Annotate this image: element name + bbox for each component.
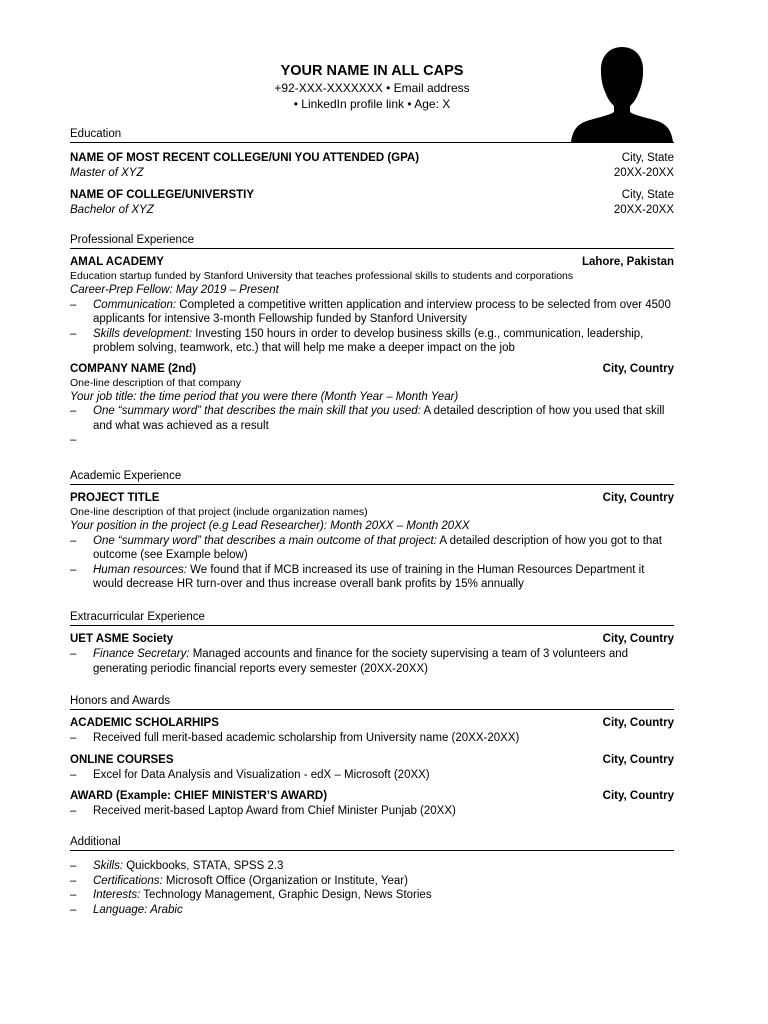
contact-line-2: • LinkedIn profile link • Age: X (293, 97, 451, 111)
list-item: – Skills development: Investing 150 hours in order to develop business skills (e.g., communication, leadership, problem solving, teamwork, etc.) that will help me make a deeper impact on the job (70, 327, 674, 356)
project-entry (70, 491, 674, 592)
activity-name: UET ASME Society (70, 633, 174, 645)
list-item: – One “summary word” that describes a main outcome of that project: A detailed description of how you got to that outcome (see Example below) (70, 534, 674, 563)
list-item: – Received full merit-based academic scholarship from University name (20XX-20XX) (70, 731, 674, 746)
role-title: Your job title: the time period that you were there (Month Year – Month Year) (70, 390, 459, 403)
school-location: City, State (621, 189, 674, 201)
bullet-list (70, 768, 674, 783)
section-heading: Extracurricular Experience (70, 610, 674, 626)
award-entry (70, 716, 674, 746)
bullet-list (70, 647, 674, 676)
org-location: City, Country (602, 362, 674, 375)
additional-section (70, 835, 674, 917)
award-name: AWARD (Example: CHIEF MINISTER’S AWARD) (70, 790, 328, 802)
honors-section (70, 694, 674, 819)
award-location: City, Country (602, 717, 674, 729)
list-item: – Excel for Data Analysis and Visualization - edX – Microsoft (20XX) (70, 768, 674, 783)
bullet-list (70, 534, 674, 592)
experience-entry (70, 362, 674, 448)
contact-line-1: +92-XXX-XXXXXXX • Email address (274, 81, 470, 95)
project-location: City, Country (602, 492, 674, 504)
project-title: PROJECT TITLE (70, 492, 160, 504)
dates: 20XX-20XX (613, 167, 674, 179)
bullet-list (70, 298, 674, 356)
org-name: AMAL ACADEMY (70, 256, 164, 268)
school-location: City, State (621, 152, 674, 164)
experience-entry (70, 255, 674, 356)
bullet-list (70, 731, 674, 746)
award-location: City, Country (602, 790, 674, 802)
project-role: Your position in the project (e.g Lead Researcher): Month 20XX – Month 20XX (70, 520, 470, 532)
dates: 20XX-20XX (613, 204, 674, 216)
award-entry (70, 753, 674, 783)
award-entry (70, 789, 674, 819)
list-item: – Skills: Quickbooks, STATA, SPSS 2.3 (70, 859, 674, 874)
professional-section (70, 233, 674, 448)
degree: Master of XYZ (70, 167, 144, 179)
activity-entry (70, 632, 674, 676)
section-heading: Additional (70, 835, 674, 851)
candidate-name: YOUR NAME IN ALL CAPS (280, 63, 464, 79)
bullet-list (70, 804, 674, 819)
degree: Bachelor of XYZ (70, 204, 154, 216)
list-item: – Human resources: We found that if MCB increased its use of training in the Human Resources Department it would decrease HR turn-over and thus increase overall bank profits by 15% annually (70, 563, 674, 592)
list-item (70, 433, 674, 448)
education-entry (70, 188, 674, 218)
award-name: ACADEMIC SCHOLARHIPS (70, 717, 219, 729)
section-heading: Academic Experience (70, 469, 674, 485)
school-name: NAME OF COLLEGE/UNIVERSTIY (70, 189, 255, 201)
section-heading: Honors and Awards (70, 694, 674, 710)
org-name: COMPANY NAME (2nd) (70, 362, 197, 375)
org-location: Lahore, Pakistan (581, 256, 674, 268)
list-item: – Received merit-based Laptop Award from Chief Minister Punjab (20XX) (70, 804, 674, 819)
list-item: – Finance Secretary: Managed accounts and finance for the society supervising a team of 3 volunteers and generating periodic financial reports every semester (20XX-20XX) (70, 647, 674, 676)
org-description: Education startup funded by Stanford University that teaches professional skills to students and corporations (70, 270, 574, 282)
section-heading: Professional Experience (70, 233, 674, 249)
project-description: One-line description of that project (include organization names) (70, 506, 368, 518)
education-section (70, 127, 674, 218)
list-item: – Certifications: Microsoft Office (Organization or Institute, Year) (70, 874, 674, 889)
resume-page (70, 0, 674, 1024)
org-description: One-line description of that company (70, 376, 242, 389)
list-item: – One “summary word” that describes the main skill that you used: A detailed description of how you used that skill and what was achieved as a result (70, 404, 674, 433)
activity-location: City, Country (602, 633, 674, 645)
academic-section (70, 469, 674, 592)
section-heading: Education (70, 127, 674, 143)
education-entry (70, 151, 674, 181)
bullet-list (70, 859, 674, 917)
extracurricular-section (70, 610, 674, 676)
list-item: – Interests: Technology Management, Graphic Design, News Stories (70, 888, 674, 903)
bullet-list (70, 404, 674, 448)
role-title: Career-Prep Fellow: May 2019 – Present (70, 284, 279, 296)
award-name: ONLINE COURSES (70, 753, 174, 766)
school-name: NAME OF MOST RECENT COLLEGE/UNI YOU ATTENDED (GPA) (70, 152, 420, 164)
list-item: – Communication: Completed a competitive written application and interview process to be selected from over 4500 applicants for intensive 3-month Fellowship funded by Stanford University (70, 298, 674, 327)
award-location: City, Country (602, 753, 674, 766)
list-item: – Language: Arabic (70, 903, 674, 918)
